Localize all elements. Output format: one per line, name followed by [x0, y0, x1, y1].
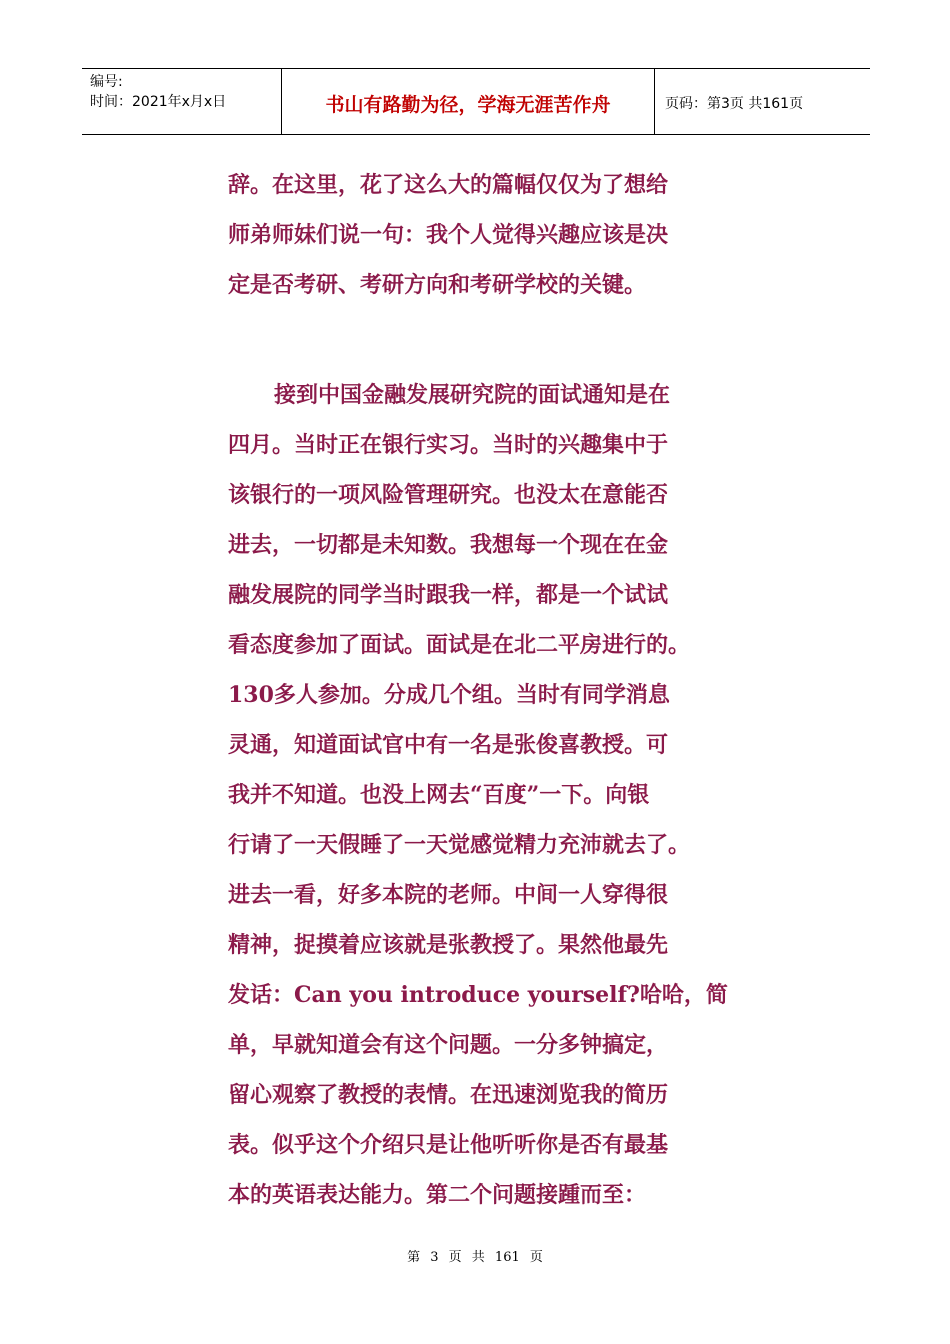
text-line: 进去，一切都是未知数。我想每一个现在在金: [228, 532, 669, 558]
paragraph-1: [228, 160, 728, 310]
text-line: 130多人参加。分成几个组。当时有同学消息: [228, 682, 670, 708]
text-line: 接到中国金融发展研究院的面试通知是在: [274, 382, 671, 408]
text-line: 留心观察了教授的表情。在迅速浏览我的简历: [228, 1082, 669, 1108]
text-line: 本的英语表达能力。第二个问题接踵而至：: [228, 1182, 647, 1208]
header-meta-cell: [82, 69, 282, 134]
motto-text: 书山有路勤为径，学海无涯苦作舟: [325, 93, 611, 116]
paragraph-2: [228, 370, 728, 1220]
text-line: 定是否考研、考研方向和考研学校的关键。: [228, 272, 647, 298]
time-label: 时间：2021年x月x日: [90, 94, 227, 110]
text-line: 四月。当时正在银行实习。当时的兴趣集中于: [228, 432, 669, 458]
text-line: 进去一看，好多本院的老师。中间一人穿得很: [228, 882, 669, 908]
header-table: [82, 68, 870, 135]
text-line: 看态度参加了面试。面试是在北二平房进行的。: [228, 632, 691, 658]
document-body: [228, 160, 728, 1220]
header-motto-cell: [282, 69, 655, 134]
text-line: 表。似乎这个介绍只是让他听听你是否有最基: [228, 1132, 669, 1158]
paragraph-gap: [228, 310, 728, 370]
text-line: 行请了一天假睡了一天觉感觉精力充沛就去了。: [228, 832, 691, 858]
text-line: 师弟师妹们说一句：我个人觉得兴趣应该是决: [228, 222, 669, 248]
page-footer: [0, 1246, 950, 1265]
footer-page-number: 第 3 页 共 161 页: [407, 1250, 543, 1265]
text-line: 辞。在这里，花了这么大的篇幅仅仅为了想给: [228, 172, 669, 198]
text-line: 该银行的一项风险管理研究。也没太在意能否: [228, 482, 669, 508]
text-line: 单，早就知道会有这个问题。一分多钟搞定，: [228, 1032, 669, 1058]
text-line: 精神，捉摸着应该就是张教授了。果然他最先: [228, 932, 669, 958]
text-line: 灵通，知道面试官中有一名是张俊喜教授。可: [228, 732, 669, 758]
page-code: 页码：第3页 共161页: [665, 96, 804, 112]
text-line: 我并不知道。也没上网去“百度”一下。向银: [228, 782, 650, 808]
header-page-cell: [655, 69, 870, 134]
number-label: 编号:: [90, 74, 123, 90]
text-line: 发话：Can you introduce yourself?哈哈，简: [228, 982, 728, 1008]
text-line: 融发展院的同学当时跟我一样，都是一个试试: [228, 582, 669, 608]
